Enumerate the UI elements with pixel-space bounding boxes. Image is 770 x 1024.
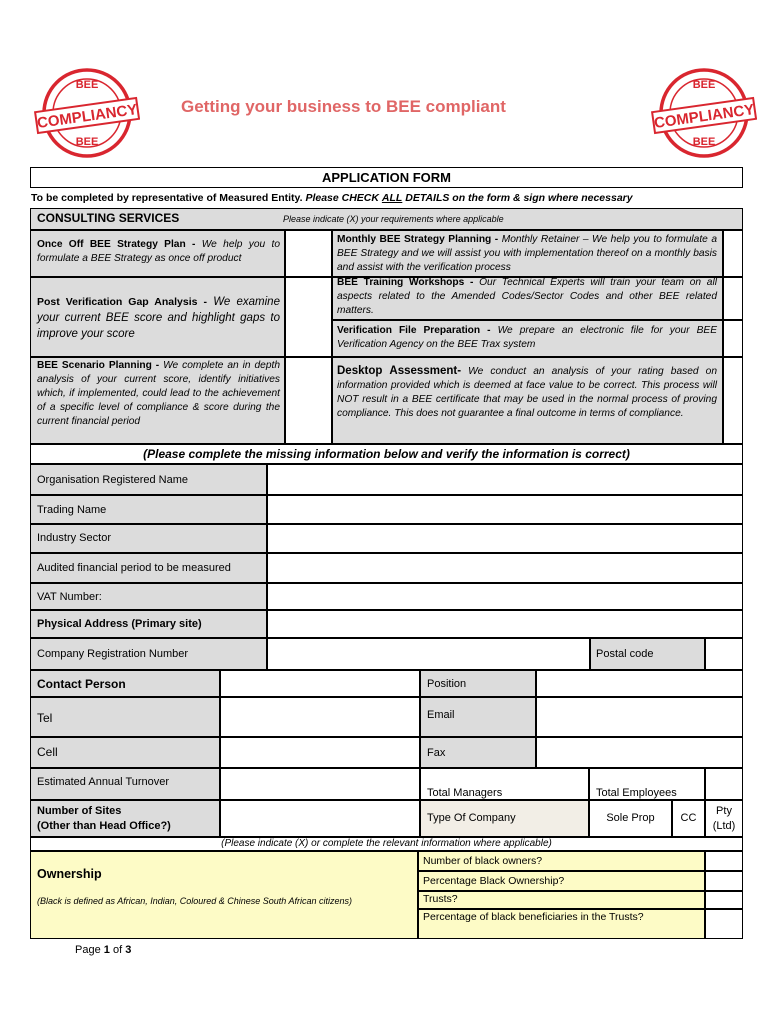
ownership-q4-input[interactable] (705, 909, 743, 939)
service-desktop-text (337, 364, 717, 421)
service-desc: Our Technical Experts will train your team on all aspects related to the Amended Codes/Sector Codes and other BEE related matters. (337, 277, 717, 316)
fax-input[interactable] (536, 737, 743, 768)
service-name: Verification File Preparation - (337, 325, 491, 336)
audited-input[interactable] (267, 553, 743, 583)
cell-label-cell (30, 737, 220, 768)
turnover-input[interactable] (220, 768, 420, 800)
seal-top-text: BEE (75, 79, 99, 91)
fax-label: Fax (427, 747, 446, 759)
turnover-extra-cell[interactable] (705, 768, 743, 800)
postal-label: Postal code (596, 648, 654, 660)
turnover-label: Estimated Annual Turnover (37, 776, 170, 788)
email-label: Email (427, 709, 455, 721)
tel-label: Tel (37, 711, 53, 725)
contact-label: Contact Person (37, 677, 126, 691)
postal-input[interactable] (705, 638, 743, 670)
sites-input[interactable] (220, 800, 420, 837)
form-heading: APPLICATION FORM (321, 170, 452, 185)
ownership-title: Ownership (37, 867, 102, 881)
physical-input[interactable] (267, 610, 743, 638)
sites-label-line1: Number of Sites (37, 805, 122, 817)
info-banner: (Please complete the missing information below and verify the information is correct) (143, 447, 630, 461)
seal-bottom-text: BEE (692, 136, 716, 148)
sole-prop-label: Sole Prop (606, 812, 655, 824)
service-file-prep-check[interactable] (723, 320, 743, 357)
service-monthly-check[interactable] (723, 230, 743, 277)
vat-label: VAT Number: (37, 591, 102, 603)
seal-bottom-text: BEE (75, 136, 99, 148)
org-name-input[interactable] (267, 464, 743, 495)
trading-name-input[interactable] (267, 495, 743, 524)
instruction-part3: DETAILS on the form & sign where necessary (405, 192, 633, 204)
ownership-q1-input[interactable] (705, 851, 743, 871)
tel-input[interactable] (220, 697, 420, 737)
position-input[interactable] (536, 670, 743, 697)
email-input[interactable] (536, 697, 743, 737)
contact-input[interactable] (220, 670, 420, 697)
cell-input[interactable] (220, 737, 420, 768)
consulting-note: Please indicate (X) your requirements where applicable (283, 214, 504, 224)
service-desc: We prepare an electronic file for your BEE Verification Agency on the BEE Trax system (337, 325, 717, 350)
page-title: Getting your business to BEE compliant (181, 97, 506, 116)
service-name: Post Verification Gap Analysis - (37, 296, 207, 308)
ownership-q2-input[interactable] (705, 871, 743, 891)
pty-label-line2: (Ltd) (712, 820, 736, 832)
type-company-label: Type Of Company (427, 812, 516, 824)
ownership-q1: Number of black owners? (423, 855, 543, 867)
total-employees-label: Total Employees (596, 787, 677, 799)
ownership-q3-cell (418, 891, 705, 909)
service-once-off-check[interactable] (285, 230, 332, 277)
page-number (75, 944, 131, 957)
service-name: BEE Scenario Planning - (37, 360, 160, 371)
seal-main-text: COMPLIANCY (653, 101, 756, 132)
reg-number-label: Company Registration Number (37, 648, 189, 660)
ownership-q3: Trusts? (423, 893, 458, 905)
service-post-verification-text (37, 294, 280, 342)
tel-label-cell (30, 697, 220, 737)
service-desc: We help you to formulate a BEE Strategy as once off product (37, 239, 280, 264)
page-total: 3 (125, 944, 132, 956)
cell-label: Cell (37, 745, 58, 759)
ownership-q3-input[interactable] (705, 891, 743, 909)
ownership-q4: Percentage of black beneficiaries in the Trusts? (423, 911, 644, 923)
service-name: Monthly BEE Strategy Planning - (337, 234, 499, 245)
form-instruction (31, 192, 633, 205)
bee-compliancy-seal-right (651, 63, 757, 163)
industry-label: Industry Sector (37, 532, 111, 544)
seal-main-text: COMPLIANCY (36, 101, 139, 132)
vat-input[interactable] (267, 583, 743, 610)
service-desktop-check[interactable] (723, 357, 743, 444)
instruction-all: ALL (381, 192, 403, 204)
service-training-check[interactable] (723, 277, 743, 320)
trading-name-label: Trading Name (37, 504, 107, 516)
service-name: Desktop Assessment- (337, 365, 462, 377)
service-post-verification-check[interactable] (285, 277, 332, 357)
physical-label: Physical Address (Primary site) (37, 618, 202, 630)
page-of: of (112, 944, 123, 956)
instruction-part1: To be completed by representative of Measured Entity. (31, 192, 303, 204)
service-once-off-text (37, 238, 280, 266)
service-monthly-text (337, 233, 717, 275)
service-desc: We examine your current BEE score and highlight gaps to improve your score (37, 296, 280, 340)
consulting-title: CONSULTING SERVICES (37, 211, 180, 225)
audited-label: Audited financial period to be measured (37, 562, 231, 574)
sites-label-line2: (Other than Head Office?) (37, 820, 171, 832)
service-name: Once Off BEE Strategy Plan - (37, 239, 196, 250)
service-scenario-check[interactable] (285, 357, 332, 444)
reg-number-input[interactable] (267, 638, 590, 670)
ownership-q2: Percentage Black Ownership? (423, 875, 565, 887)
instruction-part2: Please CHECK (305, 192, 379, 204)
total-managers-label: Total Managers (427, 787, 503, 799)
service-scenario-text (37, 359, 280, 429)
service-file-prep-text (337, 324, 717, 352)
position-label: Position (427, 678, 467, 690)
service-desc: We conduct an analysis of your rating based on information provided which is deemed at face value to be correct. This process will NOT result in a BEE certificate that may be used in the normal process of proving compliance. This does not guarantee a final outcome in terms of compliance. (337, 366, 717, 419)
page-prefix: Page (75, 944, 101, 956)
seal-top-text: BEE (692, 79, 716, 91)
org-name-label: Organisation Registered Name (37, 474, 189, 486)
bee-compliancy-seal-left (34, 63, 140, 163)
service-name: BEE Training Workshops - (337, 277, 474, 288)
service-desc: Monthly Retainer – We help you to formulate a BEE Strategy and we will assist you with implementation thereof on a monthly basis and assist with the verification process (337, 234, 717, 273)
note2: (Please indicate (X) or complete the relevant information where applicable) (221, 838, 552, 849)
industry-input[interactable] (267, 524, 743, 553)
cc-label: CC (680, 812, 697, 824)
ownership-note: (Black is defined as African, Indian, Coloured & Chinese South African citizens) (37, 896, 352, 906)
pty-label-line1: Pty (716, 805, 732, 817)
service-training-text (337, 276, 717, 318)
page-num: 1 (103, 944, 110, 956)
service-desc: We complete an in depth analysis of your current score, identify initiatives which, if implemented, could lead to the achievement of a specific level of compliance & score during the current financial period (37, 360, 280, 427)
